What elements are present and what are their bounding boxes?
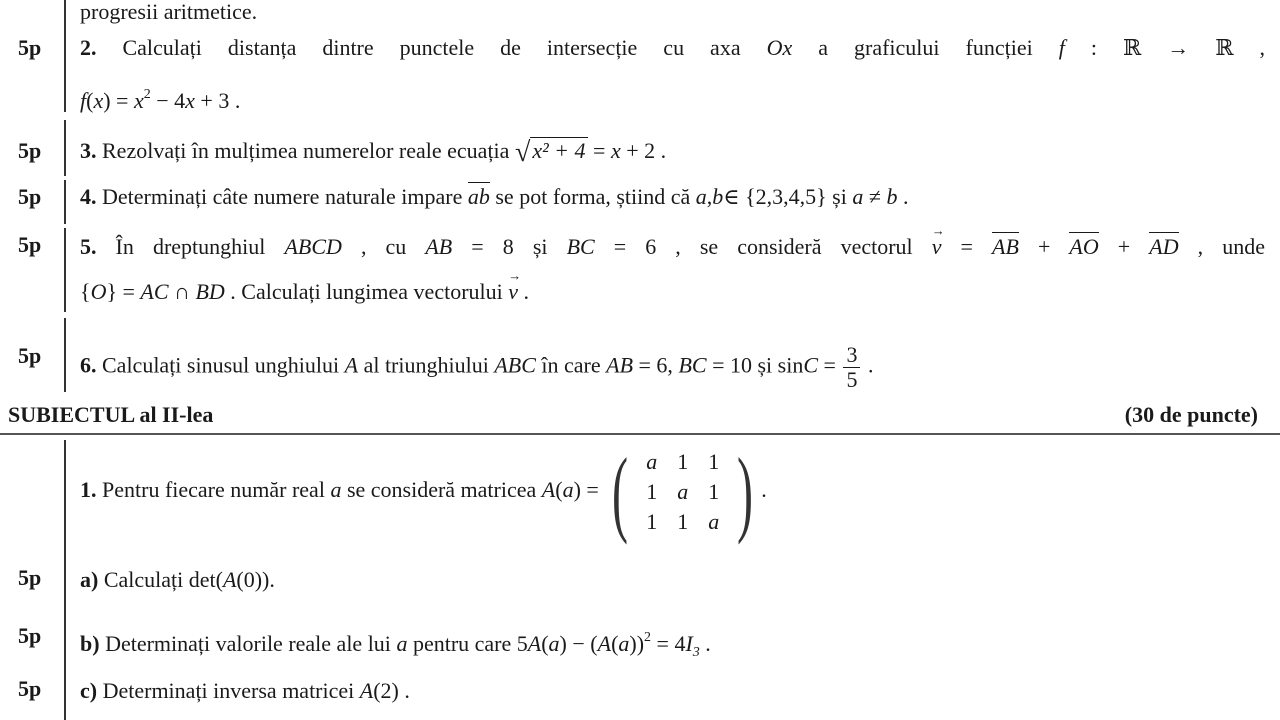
problem-5-continuation [80, 277, 529, 307]
overlined-expr: AO [1069, 234, 1099, 259]
text-run: ( [541, 631, 549, 656]
math-var: f [80, 88, 87, 113]
overlined-expr: ab [467, 184, 490, 209]
text-run: ( [86, 88, 94, 113]
math-var: a [562, 477, 574, 503]
text-run: pentru care 5 [407, 631, 528, 656]
text-run: + [1018, 234, 1070, 259]
text-run: } = [106, 279, 141, 304]
problem-2-formula [80, 80, 240, 116]
math-var: BC [566, 234, 595, 259]
text-run: Pentru fiecare număr real [96, 477, 331, 503]
text-run: . [897, 184, 909, 209]
matrix-row [636, 447, 729, 477]
math-var: AC [140, 279, 169, 304]
text-run: − 4 [150, 88, 186, 113]
item-number: 4. [80, 184, 97, 209]
text-run: + 2 . [620, 138, 667, 163]
text-run: ∩ [168, 279, 196, 304]
math-var: ABC [494, 352, 536, 378]
math-var: A [344, 352, 359, 378]
text-run: Determinați inversa matricei [97, 678, 360, 703]
margin-rule [64, 180, 66, 224]
text-run: , unde [1178, 234, 1265, 259]
math-var: x [93, 88, 104, 113]
text-run: ( [555, 477, 563, 503]
right-paren-icon: ) [737, 438, 754, 545]
text-run: ≠ [863, 184, 887, 209]
numerator: 3 [843, 343, 860, 368]
part2-problem-1b [80, 623, 711, 668]
section-divider [0, 433, 1280, 435]
text-run: . [699, 631, 711, 656]
points-label: 5p [18, 565, 42, 590]
section-title: SUBIECTUL al II-lea [8, 402, 214, 427]
math-var: A [527, 631, 542, 656]
text-run: . Calculați lungimea vectorului [224, 279, 509, 304]
item-number: c) [80, 678, 98, 703]
text-run: Calculați sinusul unghiului [96, 352, 345, 378]
text-run: Calculați det( [98, 567, 223, 592]
item-number: a) [80, 567, 99, 592]
overlined-expr: AB [992, 234, 1019, 259]
text-run: = 4 [651, 631, 686, 656]
margin-rule [64, 228, 66, 312]
item-number: b) [80, 631, 100, 656]
points-label: 5p [18, 138, 42, 163]
math-var: A [597, 631, 612, 656]
subscript: 3 [692, 645, 700, 660]
text-run: În dreptunghiul [96, 234, 285, 259]
math-var: A [541, 477, 556, 503]
fraction [843, 343, 860, 392]
text-run: se consideră matricea [341, 477, 542, 503]
text-run: a graficului funcției [792, 35, 1059, 60]
radicand: x² + 4 [532, 138, 586, 163]
problem-5 [80, 232, 1265, 262]
text-run: ) = [103, 88, 134, 113]
text-run: Determinați câte numere naturale impare [96, 184, 468, 209]
text-run: Rezolvați în mulțimea numerelor reale ecuația [96, 138, 515, 163]
text-run: = [941, 234, 992, 259]
math-var: x [133, 88, 144, 113]
problem-4 [80, 182, 908, 212]
overlined-expr: AD [1149, 234, 1179, 259]
text-run: Determinați valorile reale ale lui [99, 631, 397, 656]
points-label: 5p [18, 184, 42, 209]
text-run: = 8 și [452, 234, 567, 259]
text-run: ) − ( [559, 631, 598, 656]
item-number: 5. [80, 234, 97, 259]
points-label: 5p [18, 343, 42, 368]
text-run: se pot forma, știind că [489, 184, 696, 209]
text-run: , cu [341, 234, 426, 259]
problem-1-continuation [80, 0, 257, 27]
part2-problem-1a [80, 565, 275, 595]
math-var: BC [678, 352, 707, 378]
math-var: O [90, 279, 107, 304]
matrix-cell: 1 [708, 449, 720, 474]
math-var: Ox [766, 35, 793, 60]
problem-3 [80, 136, 666, 168]
math-var: a [396, 631, 408, 656]
text-run: . [761, 477, 767, 503]
part2-problem-1c [80, 676, 410, 706]
text-run: , [706, 184, 713, 209]
part2-problem-1 [80, 438, 767, 545]
text-run: . [518, 279, 530, 304]
matrix-cell: a [708, 509, 720, 534]
matrix-table [636, 447, 729, 537]
math-var: b [886, 184, 898, 209]
text-run: + [1098, 234, 1150, 259]
points-label: 5p [18, 232, 42, 257]
matrix-cell: a [677, 479, 689, 504]
text-run: = [818, 352, 842, 378]
superscript: 2 [644, 630, 652, 645]
margin-rule [64, 318, 66, 392]
matrix-row [636, 477, 729, 507]
margin-rule [64, 120, 66, 176]
superscript: 2 [143, 87, 151, 102]
math-var: a [852, 184, 864, 209]
text-run: { [80, 279, 91, 304]
math-var: f [1058, 35, 1065, 60]
margin-rule [64, 440, 66, 720]
problem-6 [80, 343, 873, 392]
math-var: a [618, 631, 630, 656]
vector-symbol: → v [508, 277, 518, 307]
text-run: . [862, 352, 874, 378]
matrix [604, 438, 761, 545]
points-label: 5p [18, 676, 42, 701]
math-var: a [330, 477, 342, 503]
math-var: BD [195, 279, 225, 304]
text-run: (0)). [236, 567, 275, 592]
text-run: = 10 și sin [706, 352, 804, 378]
math-var: A [222, 567, 237, 592]
matrix-cell: 1 [677, 449, 689, 474]
matrix-cell: 1 [646, 509, 658, 534]
matrix-cell: 1 [677, 509, 689, 534]
text-run: = [587, 138, 611, 163]
text-run: )) [629, 631, 645, 656]
math-var: A [359, 678, 374, 703]
math-var: C [803, 352, 819, 378]
math-var: x [185, 88, 195, 113]
matrix-cell: 1 [646, 479, 658, 504]
matrix-row [636, 507, 729, 537]
points-label: 5p [18, 35, 42, 60]
math-var: b [712, 184, 724, 209]
math-var: AB [425, 234, 453, 259]
math-var: a [548, 631, 560, 656]
problem-2 [80, 33, 1265, 63]
math-var: I [685, 631, 693, 656]
math-var: x [610, 138, 621, 163]
text-run: Calculați distanța dintre punctele de intersecție cu axa [96, 35, 767, 60]
text-run: (2) . [373, 678, 410, 703]
vector-symbol: → v [932, 232, 942, 262]
item-number: 6. [80, 352, 97, 378]
text-run: ) = [573, 477, 605, 503]
square-root [515, 136, 588, 168]
radical-sign-icon: √ [514, 137, 531, 168]
left-paren-icon: ( [612, 438, 629, 545]
text-run: : ℝ → ℝ , [1064, 35, 1265, 60]
section-points: (30 de puncte) [1124, 402, 1258, 427]
matrix-cell: 1 [708, 479, 720, 504]
item-number: 3. [80, 138, 97, 163]
math-var: ABCD [284, 234, 342, 259]
text-run: ( [611, 631, 619, 656]
text-run: = 6, [633, 352, 679, 378]
text-run: în care [535, 352, 607, 378]
text-run: al triunghiului [358, 352, 495, 378]
item-number: 1. [80, 477, 97, 503]
math-var: a [695, 184, 707, 209]
points-label: 5p [18, 623, 42, 648]
matrix-cell: a [646, 449, 658, 474]
margin-rule [64, 0, 66, 112]
item-number: 2. [80, 35, 97, 60]
math-var: AB [606, 352, 634, 378]
text-run: ∈ {2,3,4,5} și [723, 184, 853, 209]
text-run: = 6 , se consideră vectorul [594, 234, 932, 259]
denominator: 5 [846, 367, 858, 392]
text-run: + 3 . [194, 88, 241, 113]
text-run: progresii aritmetice. [80, 0, 258, 24]
